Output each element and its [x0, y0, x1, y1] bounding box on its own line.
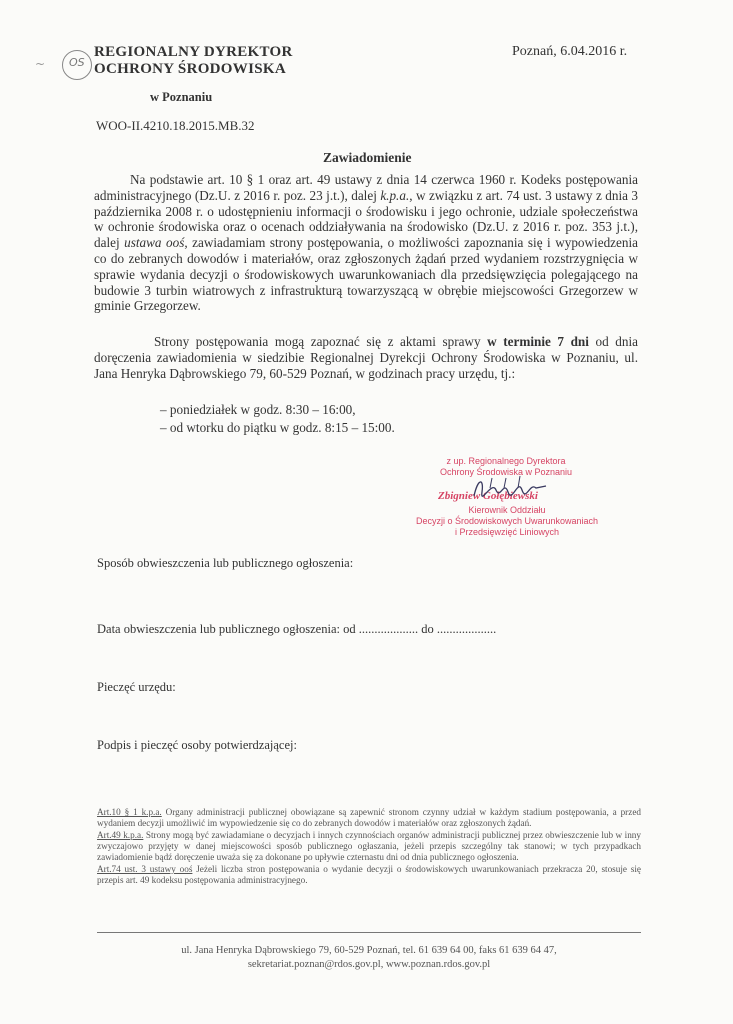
seal-icon	[62, 50, 92, 80]
footnote-1: Art.10 § 1 k.p.a. Organy administracji publicznej obowiązane są zapewnić stronom czynny udział w każdym stadium postępowania, a przed wydaniem decyzji umożliwić im wypowiedzenie się co do zebranych dowodów i materiałów oraz zgłoszonych żądań.	[97, 807, 641, 828]
office-header	[94, 44, 293, 78]
reference-number: WOO-II.4210.18.2015.MB.32	[96, 118, 255, 133]
form-office-stamp: Pieczęć urzędu:	[97, 680, 176, 694]
stamp-line-1: z up. Regionalnego Dyrektora	[446, 456, 566, 466]
signature-icon	[470, 474, 550, 504]
stamp-line-5: i Przedsięwzięć Liniowych	[454, 527, 560, 537]
stamp-line-3: Kierownik Oddziału	[468, 505, 546, 515]
header-line-3: w Poznaniu	[150, 90, 213, 104]
form-confirming-signature: Podpis i pieczęć osoby potwierdzającej:	[97, 738, 297, 752]
form-publication-method: Sposób obwieszczenia lub publicznego ogłoszenia:	[97, 556, 354, 570]
footer-contact	[97, 944, 641, 972]
deadline-bold: w terminie 7 dni	[487, 334, 589, 349]
seal-text: OS	[69, 56, 85, 69]
stamp-signer-name: Zbigniew Gołębiewski	[438, 490, 538, 502]
hours-item-1: – poniedziałek w godz. 8:30 – 16:00,	[160, 402, 356, 417]
form-publication-date: Data obwieszczenia lub publicznego ogłoszenia: od ................... do ...................	[97, 622, 497, 636]
footer-address: ul. Jana Henryka Dąbrowskiego 79, 60-529 Poznań, tel. 61 639 64 00, faks 61 639 64 47,	[181, 945, 557, 956]
paragraph-1: Na podstawie art. 10 § 1 oraz art. 49 ustawy z dnia 14 czerwca 1960 r. Kodeks postępowania administracyjnego (Dz.U. z 2016 r. poz. 23 j.t.), dalej k.p.a., w związku z art. 74 ust. 3 ustawy z dnia 3 października 2008 r. o udostępnieniu informacji o środowisku i jego ochronie, udziale społeczeństwa w ochronie środowiska oraz o ocenach oddziaływania na środowisko (Dz.U. z 2016 r. poz. 353 j.t.), dalej ustawa ooś, zawiadamiam strony postępowania, o możliwości zapoznania się i wypowiedzenia co do zebranych dowodów i materiałów, oraz zgłoszonych żądań przed wydaniem rozstrzygnięcia w sprawie wydania decyzji o środowiskowych uwarunkowaniach dla przedsięwzięcia polegającego na budowie 3 turbin wiatrowych z infrastrukturą towarzyszącą w obrębie miejscowości Grzegorzew w gminie Grzegorzew.	[94, 172, 639, 314]
footnote-2: Art.49 k.p.a. Strony mogą być zawiadamiane o decyzjach i innych czynnościach organów administracji publicznej przez obwieszczenie lub w inny zwyczajowo przyjęty w danej miejscowości sposób publicznego ogłaszania, jeżeli przepis szczególny tak stanowi; w tych przypadkach zawiadomienie bądź doręczenie uważa się za dokonane po upływie czternastu dni od dnia publicznego ogłoszenia.	[97, 830, 641, 862]
stamp-line-4: Decyzji o Środowiskowych Uwarunkowaniach	[415, 516, 599, 526]
paragraph-2: Strony postępowania mogą zapoznać się z aktami sprawy w terminie 7 dni od dnia doręczenia zawiadomienia w siedzibie Regionalnej Dyrekcji Ochrony Środowiska w Poznaniu, ul. Jana Henryka Dąbrowskiego 79, 60-529 Poznań, w godzinach pracy urzędu, tj.:	[94, 334, 638, 381]
kpa-abbrev: k.p.a.	[380, 187, 410, 203]
footnote-3: Art.74 ust. 3 ustawy ooś Jeżeli liczba stron postępowania o wydanie decyzji o środowiskowych uwarunkowaniach przekracza 20, stosuje się przepis art. 49 kodeksu postępowania administracyjnego.	[97, 864, 641, 885]
stamp-line-2: Ochrony Środowiska w Poznaniu	[439, 467, 573, 477]
approval-stamp-title	[382, 505, 632, 538]
footnotes	[97, 807, 641, 887]
header-line-2: OCHRONY ŚRODOWISKA	[94, 61, 286, 77]
document-date: Poznań, 6.04.2016 r.	[512, 44, 628, 59]
header-line-1: REGIONALNY DYREKTOR	[94, 44, 293, 60]
dash-mark: ~	[35, 57, 46, 71]
hours-item-2: – od wtorku do piątku w godz. 8:15 – 15:00.	[160, 420, 395, 435]
oos-abbrev: ustawa ooś	[124, 235, 185, 251]
document-title: Zawiadomienie	[323, 150, 412, 165]
footer-email-web: sekretariat.poznan@rdos.gov.pl, www.poznan.rdos.gov.pl	[247, 959, 491, 970]
footer-divider	[97, 932, 641, 933]
